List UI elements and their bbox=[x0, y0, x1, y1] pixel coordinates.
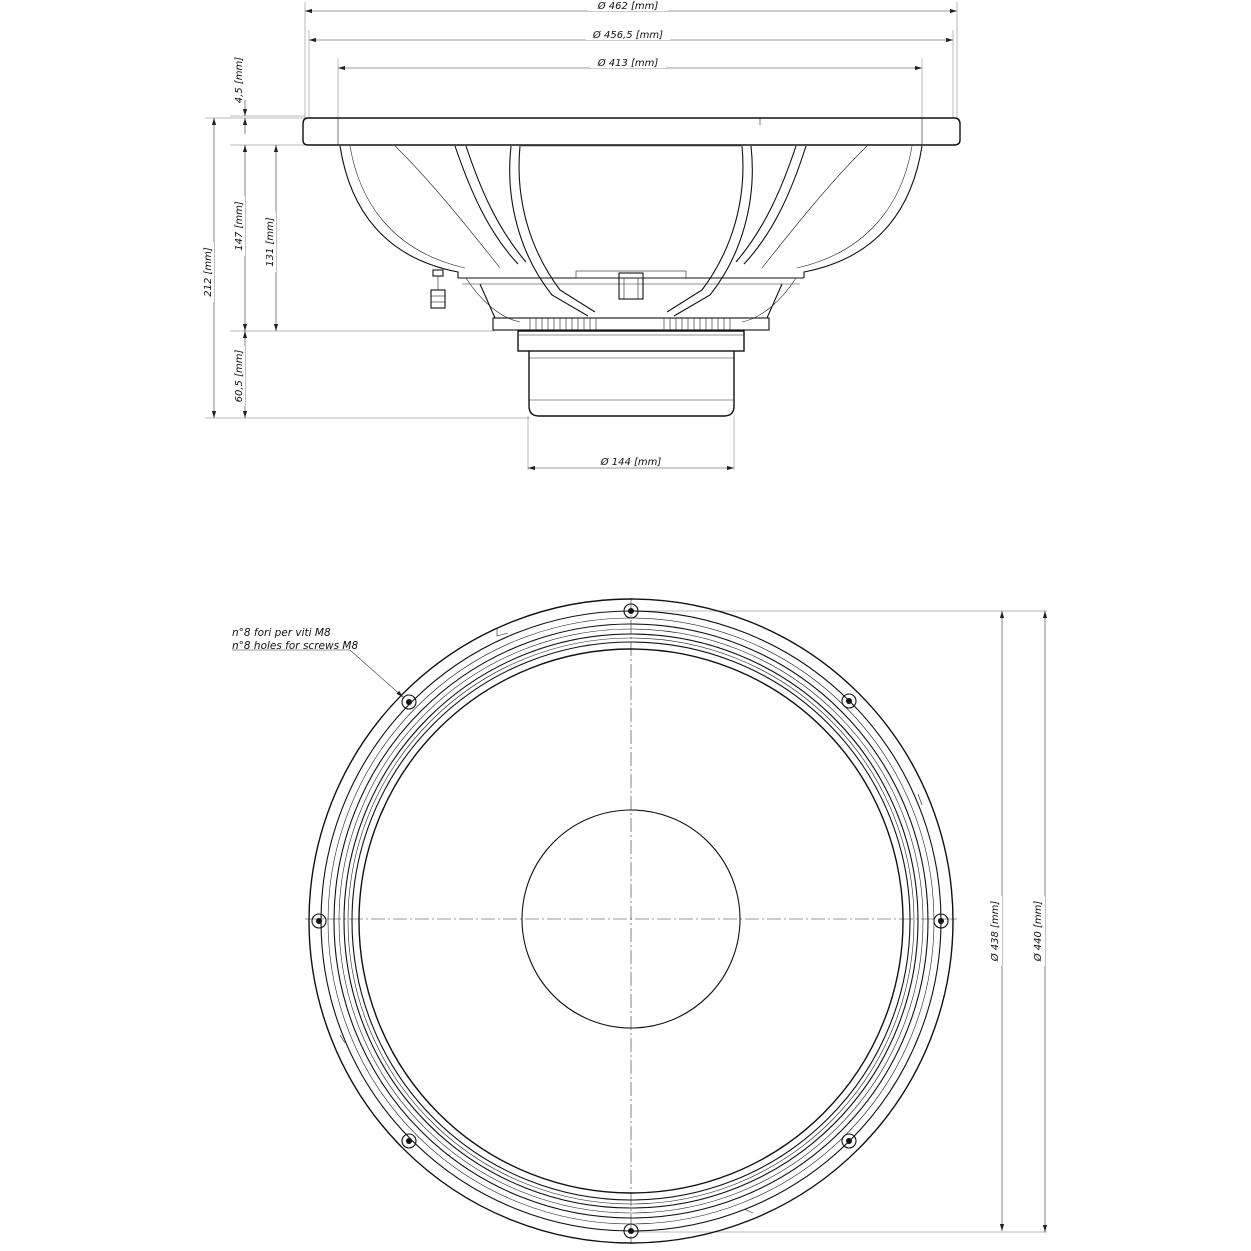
mounting-holes bbox=[312, 604, 948, 1238]
dim-magnet-diameter-label: Ø 144 [mm] bbox=[600, 457, 662, 468]
dim-bolt-circle bbox=[989, 611, 1002, 1231]
dim-basket-depth bbox=[234, 145, 245, 331]
dim-outer-diameter-label: Ø 440 [mm] bbox=[1033, 900, 1044, 962]
mounting-hole bbox=[842, 694, 856, 708]
dim-overall-depth bbox=[203, 118, 214, 418]
holes-note-en: n°8 holes for screws M8 bbox=[232, 640, 359, 652]
dim-flange bbox=[234, 57, 245, 134]
dim-baffle bbox=[338, 57, 922, 69]
dim-frame-outer bbox=[305, 0, 957, 12]
mounting-hole bbox=[402, 695, 416, 709]
dim-basket-depth-label: 147 [mm] bbox=[234, 201, 245, 251]
holes-note-it: n°8 fori per viti M8 bbox=[232, 627, 331, 639]
side-view bbox=[203, 0, 960, 470]
dim-frame-inner bbox=[309, 29, 953, 41]
dim-bolt-circle-label: Ø 438 [mm] bbox=[990, 900, 1001, 962]
dim-frame-outer-label: Ø 462 [mm] bbox=[597, 1, 659, 12]
dim-magnet-height bbox=[234, 331, 245, 418]
dim-outer-diameter bbox=[1032, 611, 1045, 1232]
dim-flange-label: 4,5 [mm] bbox=[234, 56, 245, 104]
dim-cone-depth-label: 131 [mm] bbox=[265, 217, 276, 267]
dim-overall-depth-label: 212 [mm] bbox=[203, 247, 214, 297]
mounting-hole bbox=[842, 1134, 856, 1148]
cooling-fins bbox=[530, 318, 730, 330]
mounting-hole bbox=[312, 914, 326, 928]
speaker-side-body bbox=[303, 118, 960, 416]
dim-magnet-diameter bbox=[528, 455, 734, 468]
front-view bbox=[232, 598, 1047, 1244]
dim-baffle-label: Ø 413 [mm] bbox=[597, 58, 659, 69]
dim-frame-inner-label: Ø 456,5 [mm] bbox=[592, 30, 664, 41]
dim-cone-depth bbox=[265, 145, 276, 331]
dim-magnet-height-label: 60,5 [mm] bbox=[234, 349, 245, 403]
holes-note-leader bbox=[232, 650, 403, 697]
mounting-hole bbox=[402, 1134, 416, 1148]
